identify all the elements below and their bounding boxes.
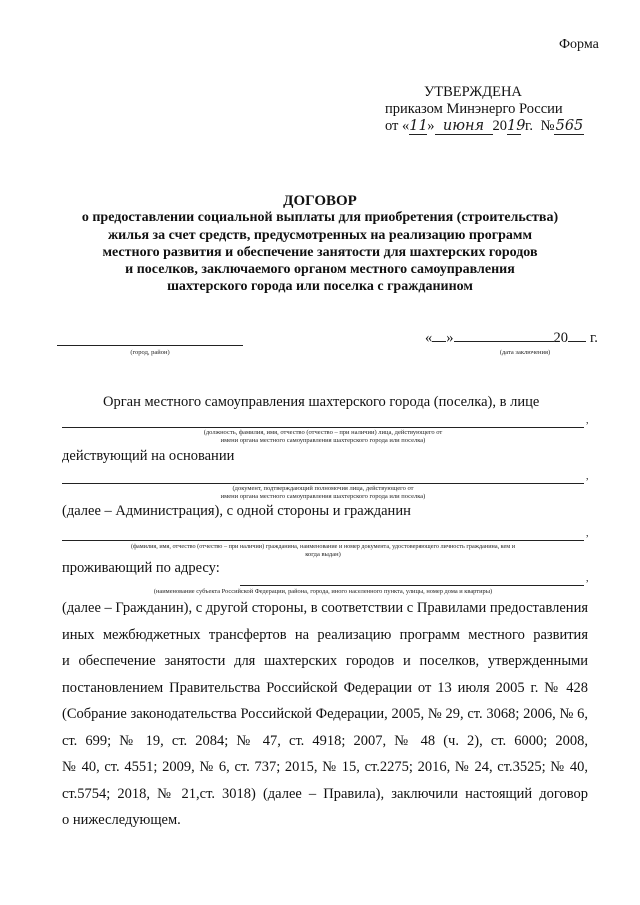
- year-prefix: 20: [492, 118, 508, 134]
- date-close: »: [427, 118, 435, 134]
- citizen-line: [62, 540, 584, 541]
- date-prefix: от «: [385, 118, 410, 134]
- title-line-3: местного развития и обеспечение занятости для шахтерских городов: [102, 245, 538, 260]
- contract-year-unit: г.: [590, 330, 598, 346]
- handwritten-day: 11: [409, 118, 428, 134]
- basis-comma: ,: [586, 471, 589, 482]
- contract-date-line: [425, 330, 598, 347]
- paragraph-line-3: и обеспечение занятости для шахтерских городов и поселков, утвержденными: [62, 653, 588, 669]
- paragraph-line-8: ст.5754; 2018, № 21,ст. 3018) (далее – Правила), заключили настоящий договор: [62, 786, 588, 802]
- citizen-caption-1: (фамилия, имя, отчество (отчество – при наличии) гражданина, наименование и номер документа, удостоверяющего личность гражданина, кем и: [130, 543, 516, 550]
- handwritten-month: июня: [435, 118, 493, 135]
- paragraph-line-5: (Собрание законодательства Российской Федерации, 2005, № 29, ст. 3068; 2006, № 6,: [62, 706, 588, 722]
- city-line: [57, 345, 243, 346]
- handwritten-number: 565: [555, 118, 584, 134]
- address-line: [240, 585, 584, 586]
- form-label: Форма: [559, 37, 599, 52]
- paragraph-line-7: № 40, ст. 4551; 2009, № 6, ст. 737; 2015, № 15, ст.2275; 2016, № 24, ст.3525; № 40,: [62, 759, 588, 775]
- basis-caption-1: (документ, подтверждающий полномочия лица, действующего от: [232, 485, 414, 492]
- address-text: проживающий по адресу:: [62, 560, 220, 576]
- paragraph-line-6: ст. 699; № 19, ст. 2084; № 47, ст. 4918; 2007, № 48 (ч. 2), ст. 6000; 2008,: [62, 733, 588, 749]
- basis-line: [62, 483, 584, 484]
- acting-basis-text: действующий на основании: [62, 448, 235, 464]
- title-line-5: шахтерского города или поселка с гражданином: [167, 279, 473, 294]
- paragraph-last-line: о нижеследующем.: [62, 812, 181, 828]
- title-line-4: и поселков, заключаемого органом местного самоуправления: [125, 262, 515, 277]
- administration-text: (далее – Администрация), с одной стороны и гражданин: [62, 503, 411, 519]
- title-line-2: жилья за счет средств, предусмотренных на реализацию программ: [107, 228, 533, 243]
- date-open: «: [425, 330, 433, 346]
- date-caption: (дата заключения): [499, 349, 551, 356]
- person-comma: ,: [586, 415, 589, 426]
- approved-label: УТВЕРЖДЕНА: [424, 84, 522, 100]
- citizen-comma: ,: [586, 528, 589, 539]
- address-comma: ,: [586, 573, 589, 584]
- person-caption-1: (должность, фамилия, имя, отчество (отчество – при наличии) лица, действующего от: [203, 429, 443, 436]
- intro-text: Орган местного самоуправления шахтерского города (поселка), в лице: [103, 394, 540, 410]
- number-prefix: №: [540, 118, 555, 134]
- paragraph-line-4: постановлением Правительства Российской Федерации от 13 июля 2005 г. № 428: [62, 680, 588, 696]
- person-caption-2: имени органа местного самоуправления шахтерского города или поселка): [220, 437, 426, 444]
- document-heading: ДОГОВОР: [283, 193, 357, 209]
- approval-date-line: [385, 118, 584, 135]
- contract-year-prefix: 20: [553, 330, 568, 346]
- city-caption: (город, район): [130, 349, 170, 356]
- date-mid: »: [446, 330, 454, 346]
- basis-caption-2: имени органа местного самоуправления шахтерского города или поселка): [220, 493, 426, 500]
- order-line: приказом Минэнерго России: [385, 101, 563, 117]
- address-caption: (наименование субъекта Российской Федерации, района, города, иного населенного пункта, улицы, номер дома и квартиры): [153, 588, 493, 595]
- title-line-1: о предоставлении социальной выплаты для приобретения (строительства): [81, 210, 559, 225]
- year-unit: г.: [525, 118, 533, 134]
- person-line: [62, 427, 584, 428]
- handwritten-year: 19: [507, 118, 526, 134]
- paragraph-line-2: иных межбюджетных трансфертов на реализацию программ местного развития: [62, 627, 588, 643]
- citizen-caption-2: когда выдан): [305, 551, 341, 558]
- paragraph-line-1: (далее – Гражданин), с другой стороны, в соответствии с Правилами предоставления: [62, 600, 589, 616]
